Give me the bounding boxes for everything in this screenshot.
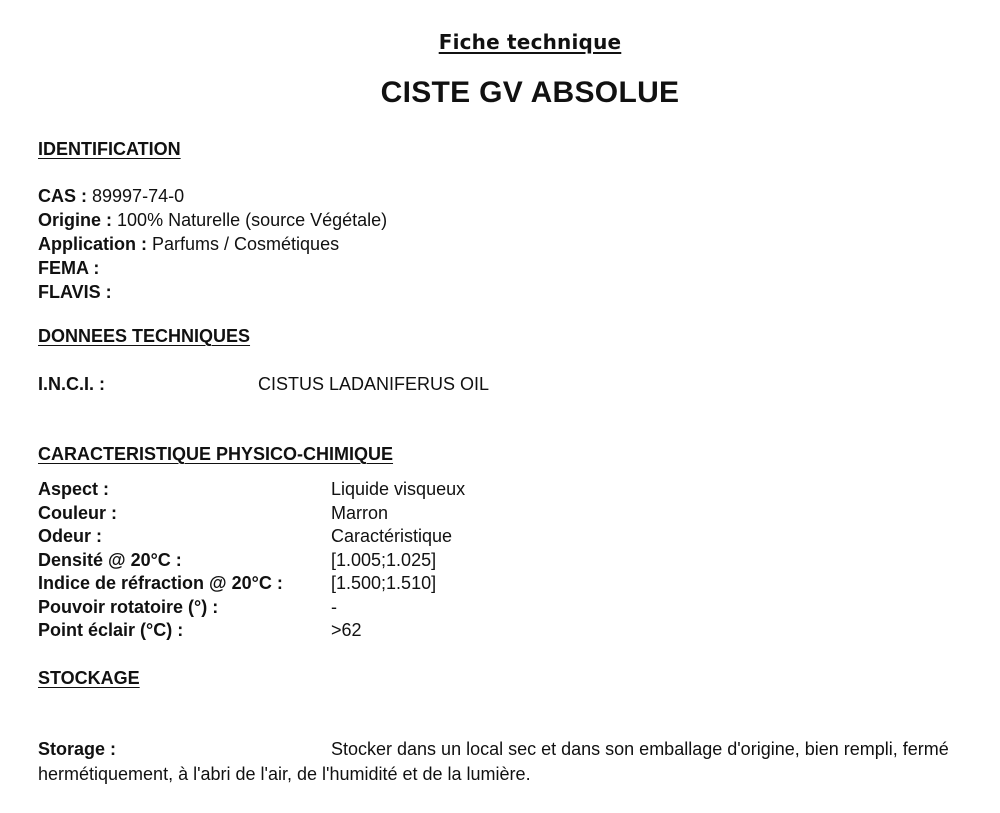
- cas-label: CAS :: [38, 186, 87, 206]
- physico-heading: CARACTERISTIQUE PHYSICO-CHIMIQUE: [38, 444, 394, 464]
- document-title: CISTE GV ABSOLUE: [380, 76, 680, 109]
- origine-label: Origine :: [38, 210, 113, 230]
- storage-block: [38, 737, 988, 787]
- property-value: Caractéristique: [331, 526, 453, 546]
- flavis-label: FLAVIS :: [38, 282, 112, 302]
- property-value: Marron: [331, 502, 389, 523]
- flavis-row: [38, 280, 112, 304]
- property-label: Indice de réfraction @ 20°C :: [38, 573, 283, 593]
- property-value: >62: [331, 620, 362, 640]
- storage-text: Stocker dans un local sec et dans son emballage d'origine, bien rempli, fermé hermétiquement, à l'abri de l'air, de l'humidité et de la lumière.: [38, 739, 949, 784]
- technical-heading: DONNEES TECHNIQUES: [38, 326, 251, 346]
- cas-value: 89997-74-0: [92, 186, 185, 206]
- property-value: Liquide visqueux: [331, 479, 466, 499]
- property-label: Couleur :: [38, 502, 117, 523]
- property-value: [1.005;1.025]: [331, 549, 437, 570]
- property-label: Pouvoir rotatoire (°) :: [38, 596, 219, 617]
- origine-row: [38, 208, 387, 232]
- fema-label: FEMA :: [38, 258, 100, 278]
- document-header: [0, 30, 1000, 110]
- inci-label: I.N.C.I. :: [38, 374, 105, 394]
- storage-label: Storage :: [38, 739, 117, 759]
- property-value: -: [331, 596, 337, 617]
- fema-row: [38, 256, 99, 280]
- inci-value: CISTUS LADANIFERUS OIL: [258, 374, 490, 394]
- property-label: Densité @ 20°C :: [38, 549, 182, 570]
- property-label: Point éclair (°C) :: [38, 620, 184, 640]
- application-label: Application :: [38, 234, 147, 254]
- property-label: Aspect :: [38, 479, 110, 499]
- storage-heading: STOCKAGE: [38, 668, 140, 688]
- identification-heading: IDENTIFICATION: [38, 139, 181, 159]
- property-value: [1.500;1.510]: [331, 573, 437, 593]
- inci-row: [38, 372, 105, 396]
- origine-value: 100% Naturelle (source Végétale): [117, 210, 388, 230]
- cas-row: [38, 184, 184, 208]
- application-value: Parfums / Cosmétiques: [152, 234, 340, 254]
- property-label: Odeur :: [38, 526, 103, 546]
- application-row: [38, 232, 339, 256]
- document-kicker: Fiche technique: [438, 30, 622, 54]
